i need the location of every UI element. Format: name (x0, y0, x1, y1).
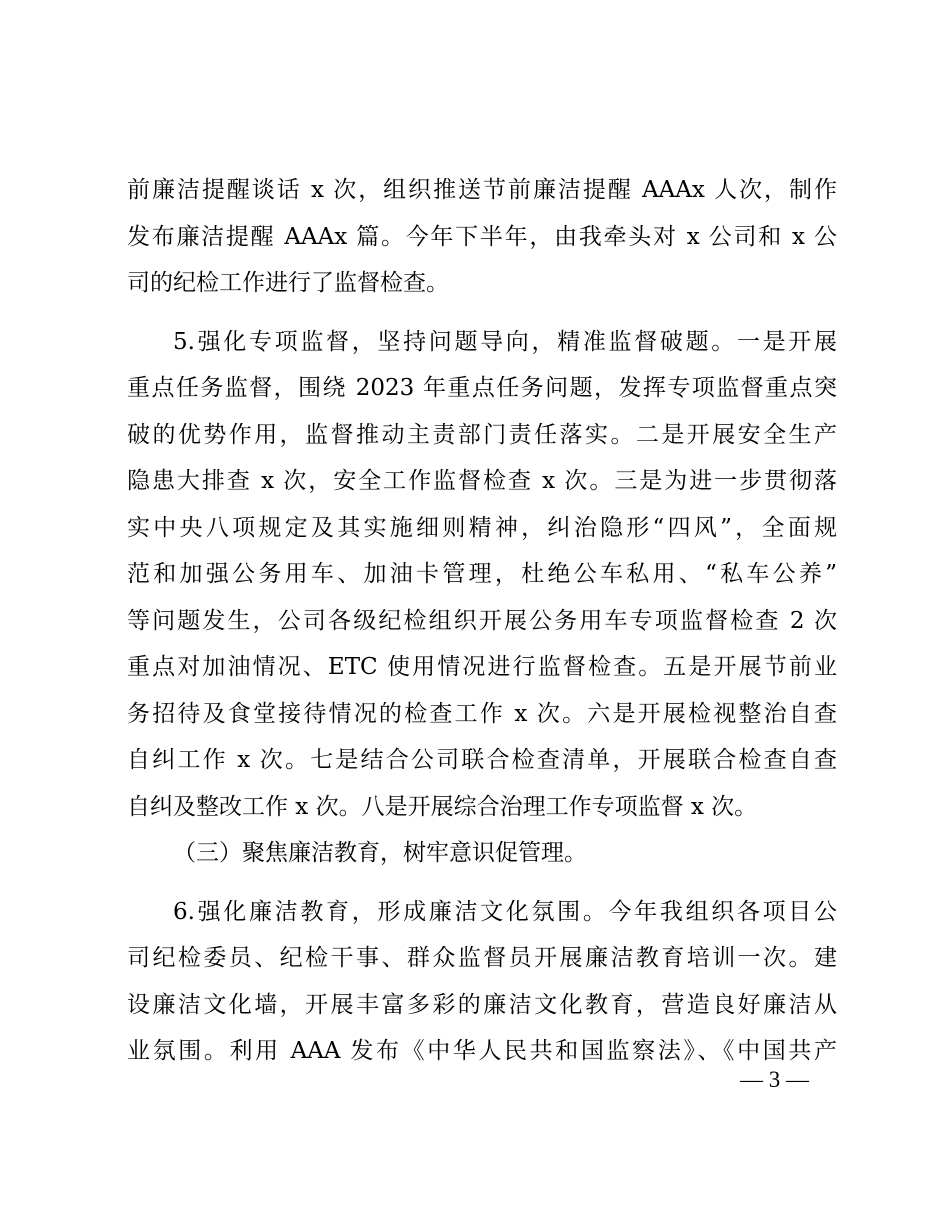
paragraph-5-line: 务招待及食堂接待情况的检查工作 x 次。六是开展检视整治自查 (127, 701, 837, 727)
paragraph-5-line: 重点任务监督，围绕 2023 年重点任务问题，发挥专项监督重点突 (127, 375, 837, 401)
paragraph-line: 司的纪检工作进行了监督检查。 (127, 270, 449, 296)
paragraph-5-line: 自纠及整改工作 x 次。八是开展综合治理工作专项监督 x 次。 (127, 794, 758, 820)
section-heading: （三）聚焦廉洁教育，树牢意识促管理。 (173, 840, 587, 866)
page-number: — 3 — (740, 1067, 809, 1092)
paragraph-6-line: 业氛围。利用 AAA 发布《中华人民共和国监察法》、《中国共产 (127, 1038, 837, 1064)
paragraph-5-line: 5.强化专项监督，坚持问题导向，精准监督破题。一是开展 (173, 329, 837, 355)
paragraph-5-line: 实中央八项规定及其实施细则精神，纠治隐形“四风”，全面规 (127, 515, 837, 541)
paragraph-line: 前廉洁提醒谈话 x 次，组织推送节前廉洁提醒 AAAx 人次，制作 (127, 177, 837, 203)
paragraph-5-line: 破的优势作用，监督推动主责部门责任落实。二是开展安全生产 (127, 422, 837, 448)
paragraph-6-line: 设廉洁文化墙，开展丰富多彩的廉洁文化教育，营造良好廉洁从 (127, 992, 837, 1018)
paragraph-5-line: 隐患大排查 x 次，安全工作监督检查 x 次。三是为进一步贯彻落 (127, 468, 837, 494)
paragraph-5-line: 重点对加油情况、ETC 使用情况进行监督检查。五是开展节前业 (127, 654, 837, 680)
paragraph-5-line: 自纠工作 x 次。七是结合公司联合检查清单，开展联合检查自查 (127, 747, 837, 773)
paragraph-5-line: 等问题发生，公司各级纪检组织开展公务用车专项监督检查 2 次 (127, 608, 837, 634)
paragraph-5-line: 范和加强公务用车、加油卡管理，杜绝公车私用、“私车公养” (127, 561, 837, 587)
paragraph-6-line: 司纪检委员、纪检干事、群众监督员开展廉洁教育培训一次。建 (127, 945, 837, 971)
paragraph-line: 发布廉洁提醒 AAAx 篇。今年下半年，由我牵头对 x 公司和 x 公 (127, 224, 837, 250)
paragraph-6-line: 6.强化廉洁教育，形成廉洁文化氛围。今年我组织各项目公 (173, 899, 837, 925)
